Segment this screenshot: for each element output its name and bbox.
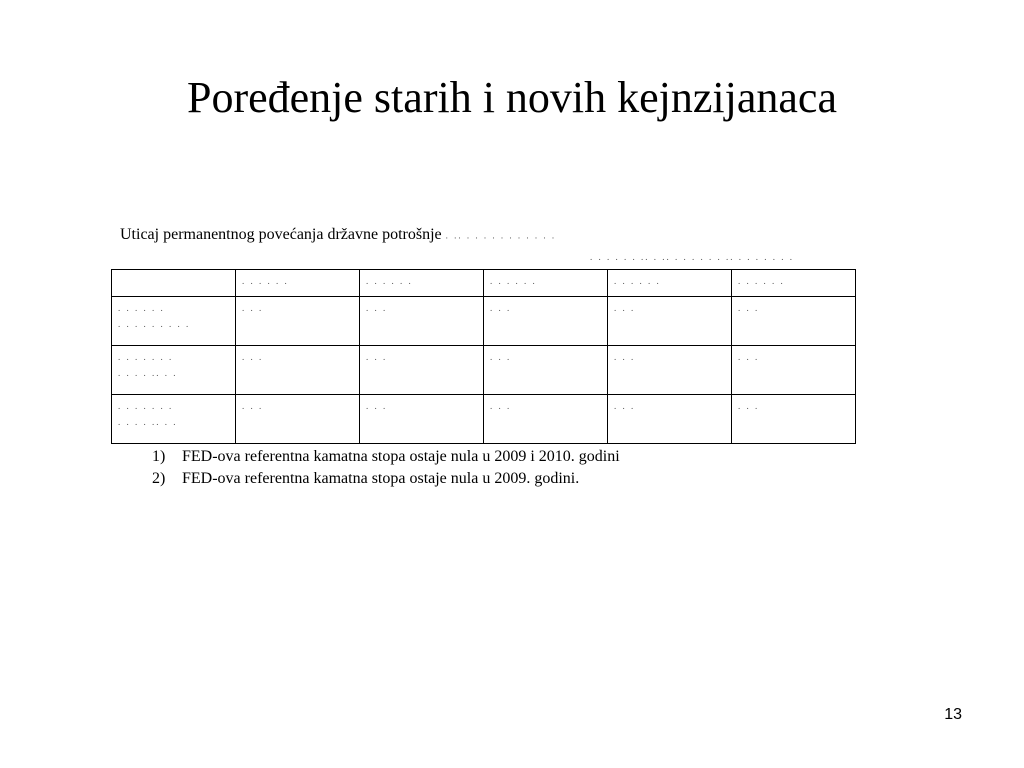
slide-title: Poređenje starih i novih kejnzijanaca <box>187 73 837 122</box>
table-row-label: . . . . . . . . . . . .. . . <box>112 346 236 395</box>
table-header-cell: . . . . . . <box>236 270 360 297</box>
table-cell: . . . <box>484 297 608 346</box>
page-number: 13 <box>944 706 962 723</box>
table-cell: . . . <box>484 395 608 444</box>
list-item <box>152 446 620 468</box>
table-cell: . . . <box>732 297 856 346</box>
table-subcaption-illegible: . . . . . . .. . .. . . . . . . .. . . . . . . . <box>590 252 794 262</box>
table-header-cell: . . . . . . <box>360 270 484 297</box>
note-number: 1) <box>152 448 166 465</box>
table-row <box>112 297 856 346</box>
note-number: 2) <box>152 470 166 487</box>
note-text: FED-ova referentna kamatna stopa ostaje nula u 2009. godini. <box>182 470 580 487</box>
list-item <box>152 468 620 490</box>
table-caption-illegible: . .. . . . . . . . . . . . <box>445 230 557 241</box>
table-row-label: . . . . . . . . . . . .. . . <box>112 395 236 444</box>
table-row <box>112 346 856 395</box>
table-cell: . . . <box>360 346 484 395</box>
table-header-cell: . . . . . . <box>608 270 732 297</box>
table-row <box>112 395 856 444</box>
table-caption-text: Uticaj permanentnog povećanja državne potrošnje <box>120 226 442 243</box>
table-caption <box>120 225 556 245</box>
table-header-cell: . . . . . . <box>732 270 856 297</box>
table-cell: . . . <box>732 395 856 444</box>
table-cell: . . . <box>236 395 360 444</box>
table-cell: . . . <box>236 297 360 346</box>
table-header-row <box>112 270 856 297</box>
note-text: FED-ova referentna kamatna stopa ostaje nula u 2009 i 2010. godini <box>182 448 620 465</box>
table-cell: . . . <box>608 297 732 346</box>
table-cell: . . . <box>360 297 484 346</box>
table-header-cell <box>112 270 236 297</box>
table-cell: . . . <box>732 346 856 395</box>
table-cell: . . . <box>484 346 608 395</box>
table-row-label: . . . . . . . . . . . . . . . <box>112 297 236 346</box>
table-header-cell: . . . . . . <box>484 270 608 297</box>
comparison-table <box>111 269 856 444</box>
notes-list <box>152 446 620 490</box>
table-cell: . . . <box>608 346 732 395</box>
table-cell: . . . <box>360 395 484 444</box>
table-cell: . . . <box>236 346 360 395</box>
table-cell: . . . <box>608 395 732 444</box>
